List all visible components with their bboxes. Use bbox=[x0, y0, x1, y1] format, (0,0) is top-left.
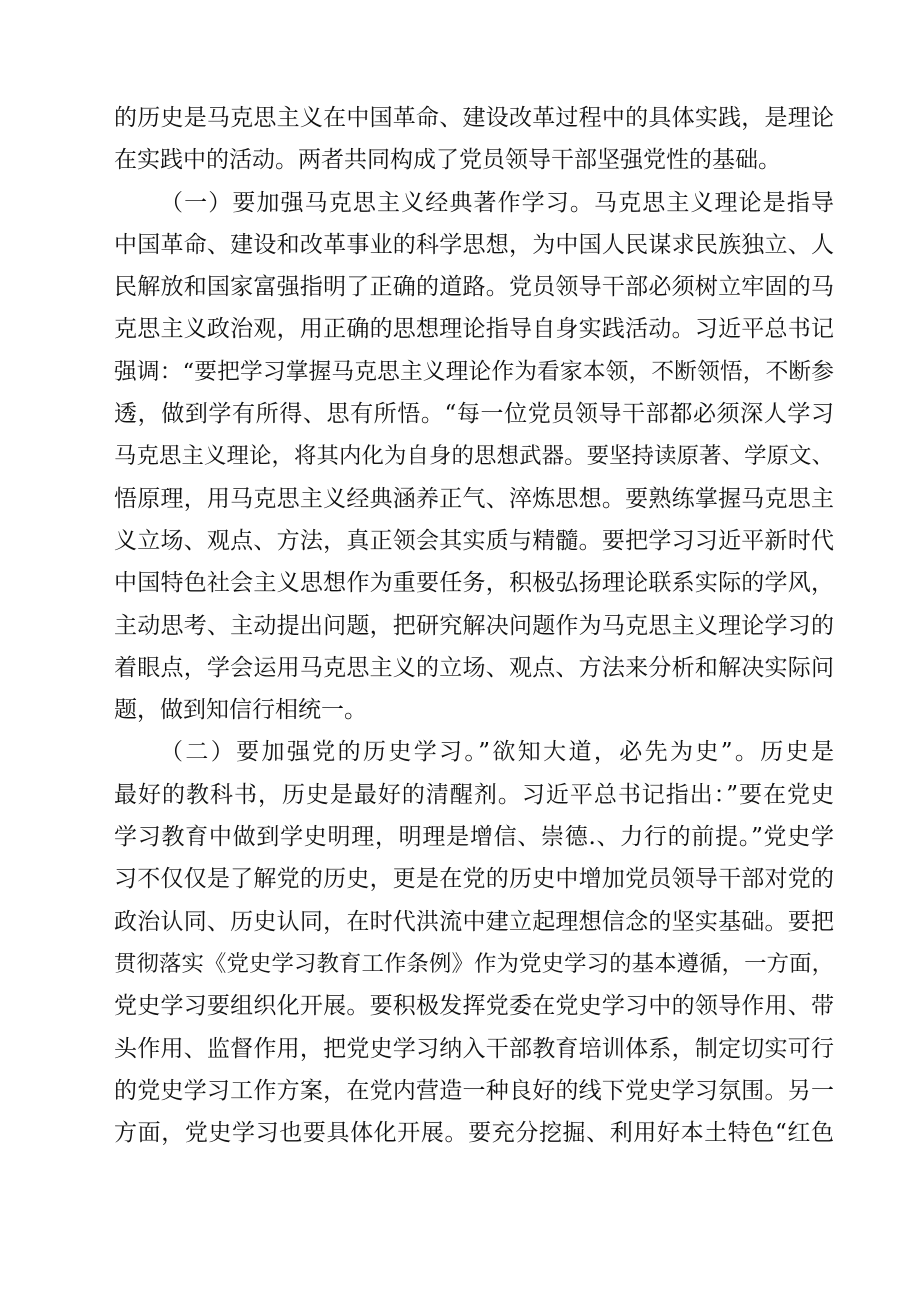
paragraph-party-history-study bbox=[114, 731, 834, 1154]
text-line: 政治认同、历史认同，在时代洪流中建立起理想信念的坚实基础。要把 bbox=[114, 908, 834, 935]
text-line: 民解放和国家富强指明了正确的道路。党员领导干部必须树立牢固的马 bbox=[114, 274, 834, 301]
text-line: 党史学习要组织化开展。要积极发挥党委在党史学习中的领导作用、带 bbox=[114, 993, 834, 1020]
text-line: 中国革命、建设和改革事业的科学思想，为中国人民谋求民族独立、人 bbox=[114, 231, 834, 258]
text-line: 克思主义政治观，用正确的思想理论指导自身实践活动。习近平总书记 bbox=[114, 316, 834, 343]
text-line: 头作用、监督作用，把党史学习纳入干部教育培训体系，制定切实可行 bbox=[114, 1035, 834, 1062]
text-line: 学习教育中做到学史明理，明理是增信、崇德.、力行的前提。”党史学 bbox=[114, 824, 834, 851]
text-line: 习不仅仅是了解党的历史，更是在党的历史中增加党员领导干部对党的 bbox=[114, 866, 834, 893]
text-line: 透，做到学有所得、思有所悟。“每一位党员领导干部都必须深人学习 bbox=[114, 401, 834, 428]
text-line: 题，做到知信行相统一。 bbox=[114, 697, 367, 724]
text-line: （一）要加强马克思主义经典著作学习。马克思主义理论是指导 bbox=[160, 189, 834, 216]
text-line: 的党史学习工作方案，在党内营造一种良好的线下党史学习氛围。另一 bbox=[114, 1077, 834, 1104]
text-line: 强调：“要把学习掌握马克思主义理论作为看家本领，不断领悟，不断参 bbox=[114, 358, 834, 385]
text-line: 马克思主义理论，将其内化为自身的思想武器。要坚持读原著、学原文、 bbox=[114, 443, 834, 470]
text-line: 义立场、观点、方法，真正领会其实质与精髓。要把学习习近平新时代 bbox=[114, 527, 834, 554]
paragraph-continuation bbox=[114, 97, 834, 182]
text-line: 主动思考、主动提出问题，把研究解决问题作为马克思主义理论学习的 bbox=[114, 612, 834, 639]
text-line: 着眼点，学会运用马克思主义的立场、观点、方法来分析和解决实际问 bbox=[114, 654, 834, 681]
text-line: 在实践中的活动。两者共同构成了党员领导干部坚强党性的基础。 bbox=[114, 147, 781, 174]
text-line: （二）要加强党的历史学习。”欲知大道，必先为史”。历史是 bbox=[160, 739, 834, 766]
text-line: 悟原理，用马克思主义经典涵养正气、淬炼思想。要熟练掌握马克思主 bbox=[114, 485, 834, 512]
text-line: 中国特色社会主义思想作为重要任务，积极弘扬理论联系实际的学风， bbox=[114, 570, 834, 597]
document-body bbox=[114, 97, 834, 1154]
text-line: 的历史是马克思主义在中国革命、建设改革过程中的具体实践，是理论 bbox=[114, 105, 834, 131]
text-line: 贯彻落实《党史学习教育工作条例》作为党史学习的基本遵循，一方面， bbox=[114, 950, 834, 977]
text-line: 最好的教科书，历史是最好的清醒剂。习近平总书记指出：”要在党史 bbox=[114, 781, 834, 808]
text-line: 方面，党史学习也要具体化开展。要充分挖掘、利用好本土特色“红色 bbox=[114, 1120, 834, 1147]
paragraph-marxism-study bbox=[114, 182, 834, 732]
